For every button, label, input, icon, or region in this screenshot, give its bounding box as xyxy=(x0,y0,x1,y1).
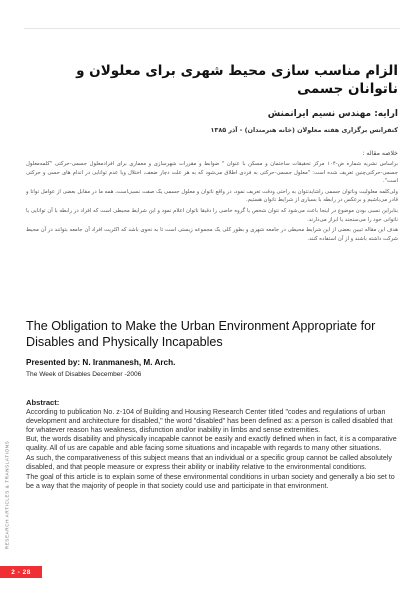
side-label-text: RESEARCH ARTICLES & TRANSLATIONS xyxy=(4,440,10,550)
persian-section xyxy=(26,62,398,243)
english-title: The Obligation to Make the Urban Environment Appropriate for Disables and Physically Incapables xyxy=(26,319,376,349)
persian-title: الزام مناسب سازی محیط شهری برای معلولان و ناتوانان جسمی xyxy=(76,63,398,97)
english-paragraph-2: But, the words disability and physically incapable cannot be easily and exactly defined when in fact, it is a comparative quality. All of us are capable and able facing some situations and incapable with regards to many other situations. xyxy=(26,435,397,453)
page-number: 2 - 28 xyxy=(11,568,31,576)
english-paragraph-3: As such, the comparativeness of this subject means that an individual or a specific group cannot be called absolutely disabled, and that people measure or express their ability or inability relative to the environmental conditions. xyxy=(26,453,392,472)
english-event: The Week of Disables December -2006 xyxy=(26,371,142,378)
english-paragraph-1: According to publication No. z-104 of Building and Housing Research Center titled "codes and regulations of urban development and architecture for disabled," the word "disabled" has been defined as: a person is called disabled that for whatever reason has weakness, disfunction and/or inability in limbs and sense extremities. xyxy=(26,407,393,434)
persian-paragraph-4: هدف این مقاله تبیین بعضی از این شرایط محیطی در جامعه شهری و بطور کلی یک مجموعه زیستی است تا به نحوی باشد که اکثریت افراد آن جامعه بتوانند در آن محیط شرکت داشته باشند و از آن استفاده کنند. xyxy=(26,227,398,242)
english-presenter: Presented by: N. Iranmanesh, M. Arch. xyxy=(26,358,176,367)
page-number-tab xyxy=(0,566,42,578)
persian-conference: کنفرانس برگزاری هفته معلولان (خانه هنرمندان) - آذر ۱۳۸۵ xyxy=(210,126,398,134)
persian-paragraph-2: ولی‌کلمه معلولیت وناتوان جسمی راشایدنتوان به راحتی ودقت تعریف نمود، در واقع ناتوان و معلول جسمی یک صفت نسبی‌است، همه ما در مقابل بعضی از عوامل توانا و قادر می‌باشیم و برعکس در رابطه با بسیاری از شرایط ناتوان هستیم. xyxy=(26,188,398,204)
english-abstract-title: Abstract: xyxy=(26,398,60,407)
persian-paragraph-1: براساس نشریه شماره ض-۱۰۴ مرکز تحقیقات ساختمان و مسکن با عنوان " ضوابط و مقررات شهرسازی و معماری برای افرادمعلول جسمی-حرکتی "کلمه‌معلول جسمی-حرکتی‌چنین تعریف شده است: "معلول جسمی-حرکتی به فردی اطلاق می‌شود که به هر علت دچار ضعف، اختلال ویا عدم توانایی در اندام های حسی و حرکتی است". xyxy=(26,161,398,185)
english-section xyxy=(26,318,398,491)
section-side-label xyxy=(2,440,12,550)
persian-paragraph-3: بنابراین نسبی بودن موضوع در اینجا باعث می‌شود که نتوان شخص یا گروه خاصی را دقیقا ناتوان اعلام نمود و این شرایط محیطی است که افراد در رابطه با آن توانایی یا ناتوانی خود را می‌سنجند یا ابراز می‌دارند. xyxy=(26,207,398,223)
persian-abstract-title: خلاصه مقاله : xyxy=(362,150,398,157)
top-divider xyxy=(24,28,400,29)
persian-presenter: ارایه: مهندس نسیم ایرانمنش xyxy=(267,109,398,119)
english-paragraph-4: The goal of this article is to explain some of these environmental conditions in urban society and generally a bio set to be a way that the majority of people in that society could use and participate in that environment. xyxy=(26,472,395,490)
